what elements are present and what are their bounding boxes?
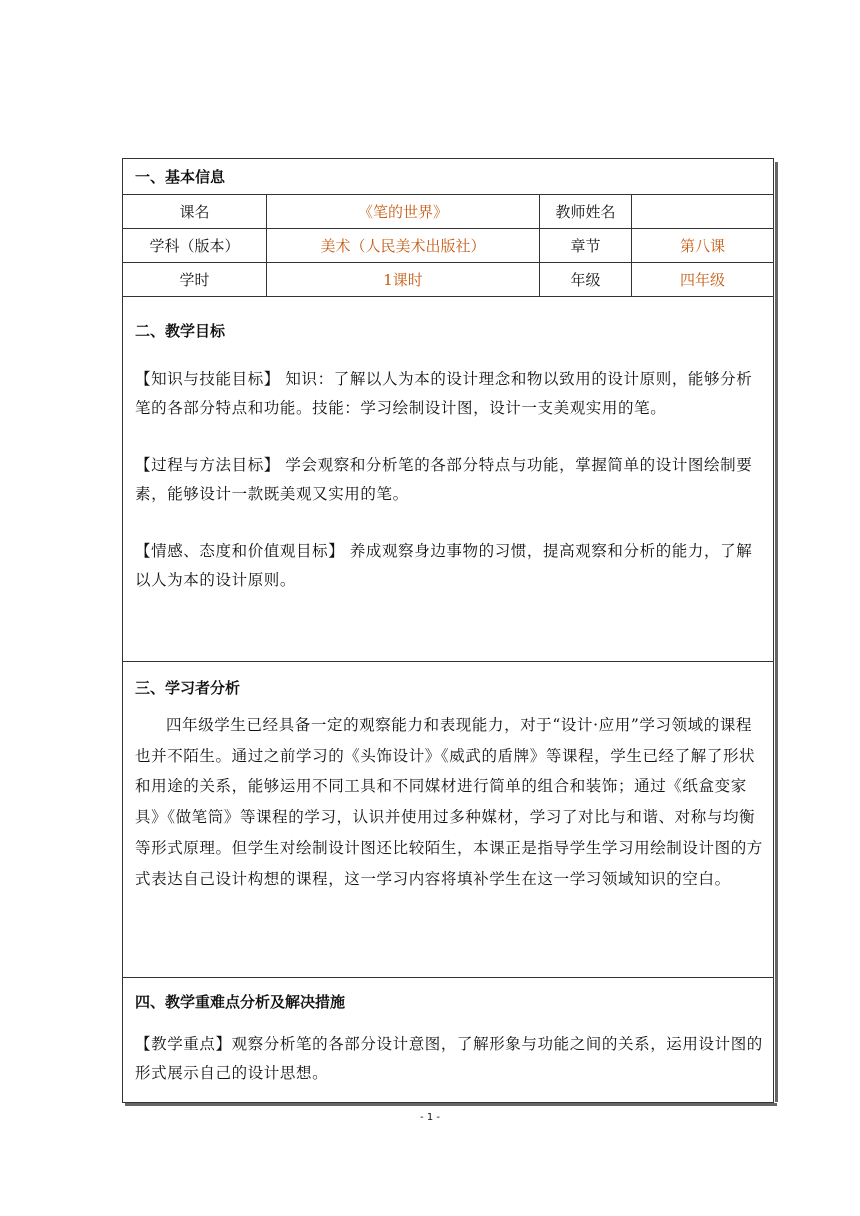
info-row-course bbox=[123, 195, 773, 229]
objective-process: 【过程与方法目标】 学会观察和分析笔的各部分特点与功能，掌握简单的设计图绘制要素，能够设计一款既美观又实用的笔。 bbox=[135, 456, 753, 503]
teacher-value bbox=[632, 195, 773, 228]
section-learner: 三、学习者分析 bbox=[135, 679, 241, 697]
hours-value: 1课时 bbox=[267, 263, 540, 296]
chapter-value: 第八课 bbox=[679, 237, 725, 255]
page-number: - 1 - bbox=[420, 1112, 440, 1123]
learner-analysis-text: 四年级学生已经具备一定的观察能力和表现能力，对于“设计·应用”学习领域的课程也并不陌生。通过之前学习的《头饰设计》《威武的盾牌》等课程，学生已经了解了形状和用途的关系，能够运用不同工具和不同媒材进行简单的组合和装饰；通过《纸盒变家具》《做笔筒》等课程的学习，认识并使用过多种媒材，学习了对比与和谐、对称与均衡等形式原理。但学生对绘制设计图还比较陌生，本课正是指导学生学习用绘制设计图的方式表达自己设计构想的课程，这一学习内容将填补学生在这一学习领域知识的空白。 bbox=[135, 716, 763, 888]
hours-label: 学时 bbox=[123, 263, 267, 296]
lesson-plan-table bbox=[122, 158, 774, 1103]
chapter-label: 章节 bbox=[540, 229, 632, 262]
objective-knowledge: 【知识与技能目标】 知识：了解以人为本的设计理念和物以致用的设计原则，能够分析笔的各部分特点和功能。技能：学习绘制设计图，设计一支美观实用的笔。 bbox=[135, 370, 753, 417]
grade-value: 四年级 bbox=[679, 271, 725, 289]
subject-label: 学科（版本） bbox=[123, 229, 267, 262]
table-shadow bbox=[125, 1103, 777, 1106]
course-value: 《笔的世界》 bbox=[267, 195, 540, 228]
objectives-block bbox=[123, 297, 773, 662]
course-label: 课名 bbox=[123, 195, 267, 228]
key-points-block bbox=[123, 978, 773, 1102]
learner-block bbox=[123, 662, 773, 978]
info-row-subject bbox=[123, 229, 773, 263]
section-objectives: 二、教学目标 bbox=[135, 322, 226, 340]
section-key-points: 四、教学重难点分析及解决措施 bbox=[135, 993, 346, 1011]
info-row-hours bbox=[123, 263, 773, 297]
grade-label: 年级 bbox=[540, 263, 632, 296]
objective-emotion: 【情感、态度和价值观目标】 养成观察身边事物的习惯，提高观察和分析的能力，了解以人为本的设计原则。 bbox=[135, 542, 753, 589]
teacher-label: 教师姓名 bbox=[540, 195, 632, 228]
subject-value: 美术（人民美术出版社） bbox=[267, 229, 540, 262]
key-point-text: 【教学重点】观察分析笔的各部分设计意图，了解形象与功能之间的关系，运用设计图的形式展示自己的设计思想。 bbox=[135, 1035, 763, 1082]
section-basic-info: 一、基本信息 bbox=[123, 159, 773, 195]
